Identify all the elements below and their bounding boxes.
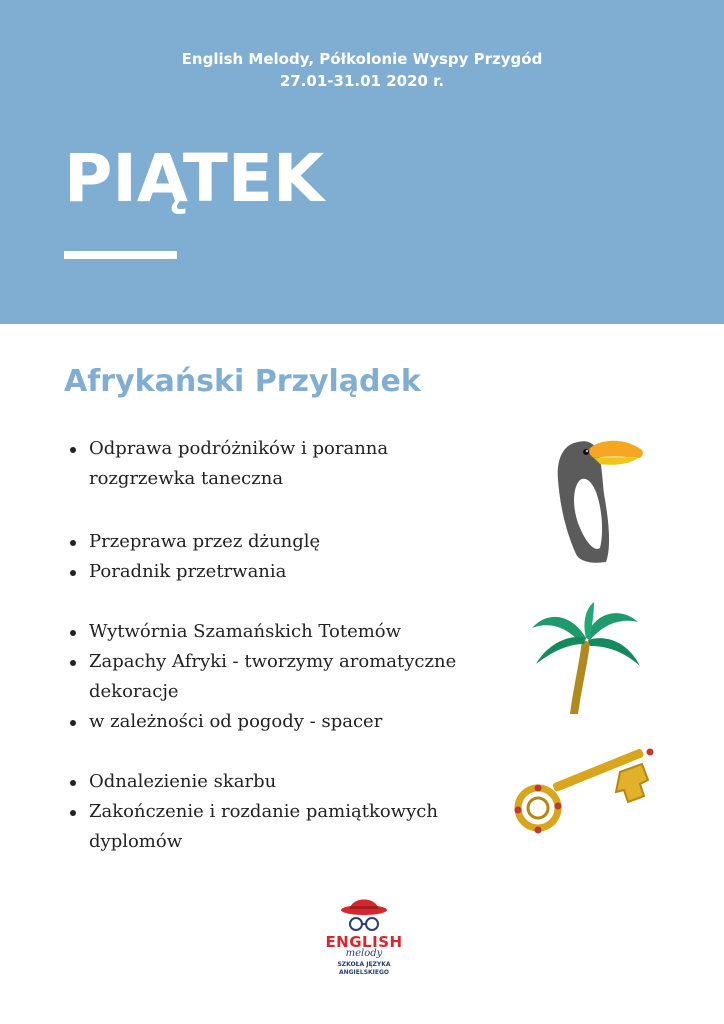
- day-title: PIĄTEK: [64, 140, 325, 217]
- activity-item: [0, 434, 480, 494]
- activity-text-cont: dyplomów: [89, 831, 183, 852]
- palm-tree-icon: [528, 600, 644, 718]
- header-banner: [0, 0, 724, 324]
- activity-text: Wytwórnia Szamańskich Totemów: [89, 621, 402, 642]
- activity-text-cont: dekoracje: [89, 681, 179, 702]
- activity-item: [0, 767, 480, 797]
- logo-word: ENGLISH: [325, 933, 403, 951]
- camp-name: English Melody, Półkolonie Wyspy Przygód: [181, 50, 543, 68]
- activity-text-cont: rozgrzewka taneczna: [89, 468, 284, 489]
- activity-item: [0, 617, 480, 647]
- activity-group-1: [0, 434, 480, 494]
- activity-group-2: [0, 527, 480, 587]
- activity-item: [0, 797, 480, 857]
- activity-text: Zakończenie i rozdanie pamiątkowych: [89, 801, 438, 822]
- treasure-key-icon: [512, 744, 660, 842]
- glasses-icon: [347, 916, 381, 932]
- toucan-icon: [550, 436, 650, 566]
- activity-item: [0, 707, 480, 737]
- activity-text: w zależności od pogody - spacer: [89, 711, 383, 732]
- activity-text: Odprawa podróżników i poranna: [89, 438, 389, 459]
- title-underline: [64, 251, 177, 259]
- activity-text: Zapachy Afryki - tworzymy aromatyczne: [89, 651, 457, 672]
- activity-item: [0, 647, 480, 707]
- activity-item: [0, 557, 480, 587]
- section-title: Afrykański Przylądek: [64, 364, 421, 399]
- activity-item: [0, 527, 480, 557]
- logo-script: melody: [345, 948, 383, 959]
- activity-group-3: [0, 617, 480, 737]
- activity-text: Odnalezienie skarbu: [89, 771, 277, 792]
- camp-dates: 27.01-31.01 2020 r.: [279, 72, 445, 90]
- activity-text: Przeprawa przez dżunglę: [89, 531, 321, 552]
- camp-info: [0, 48, 724, 92]
- school-logo: [314, 888, 414, 974]
- activity-group-4: [0, 767, 480, 857]
- activity-text: Poradnik przetrwania: [89, 561, 287, 582]
- logo-tagline: SZKOŁA JĘZYKA ANGIELSKIEGO: [337, 961, 391, 976]
